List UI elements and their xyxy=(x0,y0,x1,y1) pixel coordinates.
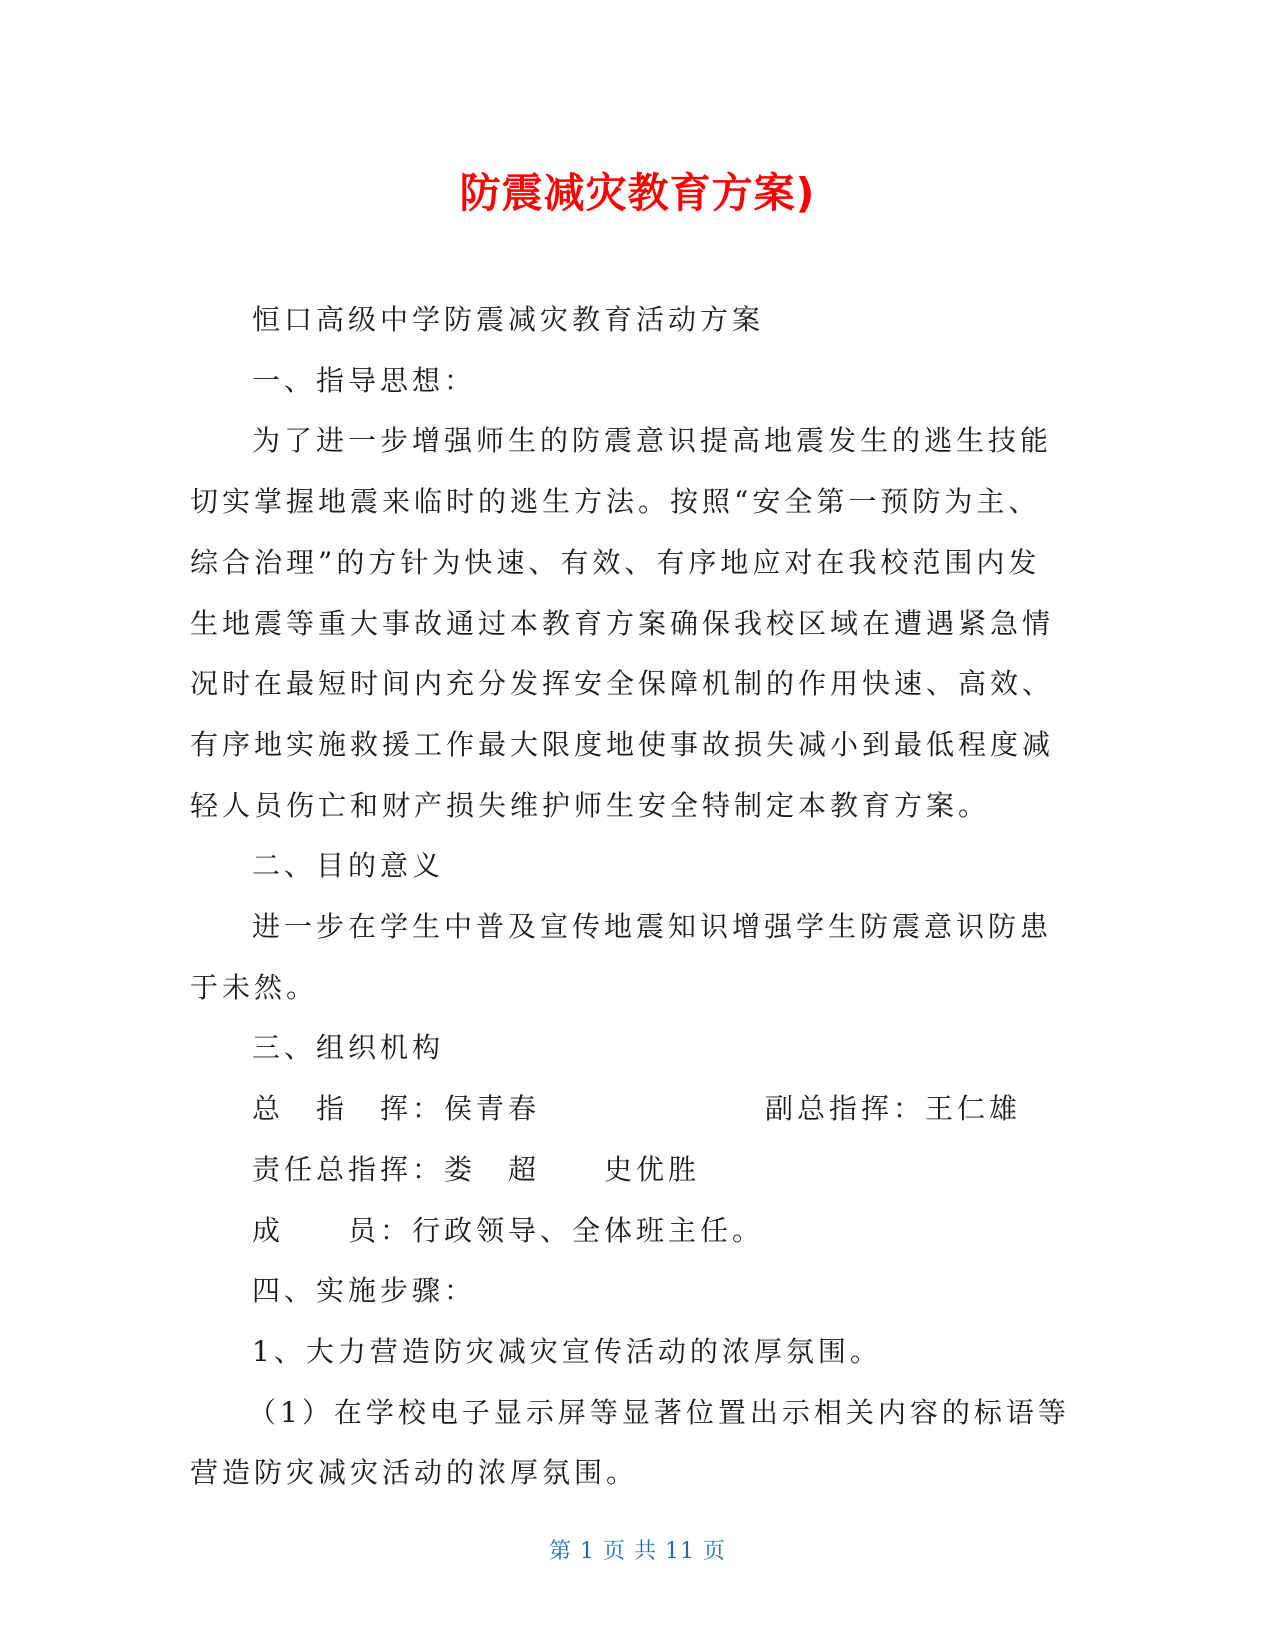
paragraph-guiding-principle: 为了进一步增强师生的防震意识提高地震发生的逃生技能切实掌握地震来临时的逃生方法。按照“安全第一预防为主、综合治理”的方针为快速、有效、有序地应对在我校范围内发生地震等重大事故通过本教育方案确保我校区域在遭遇紧急情况时在最短时间内充分发挥安全保障机制的作用快速、高效、有序地实施救援工作最大限度地使事故损失减小到最低程度减轻人员伤亡和财产损失维护师生安全特制定本教育方案。 xyxy=(190,424,1055,822)
footer-page-label-2: 页 xyxy=(703,1539,727,1564)
org-chief: 总 指 挥：侯青春 xyxy=(252,1092,541,1126)
document-body xyxy=(190,290,1070,1504)
document-title: 防震减灾教育方案) xyxy=(459,169,816,217)
footer-prefix: 第 xyxy=(548,1539,572,1564)
page-footer xyxy=(0,1534,1275,1565)
footer-total-label: 共 xyxy=(634,1539,658,1564)
org-responsible: 责任总指挥：娄 超 史优胜 xyxy=(252,1152,701,1186)
section-heading-1: 一、指导思想： xyxy=(252,363,477,397)
org-responsible-row xyxy=(190,1140,1070,1201)
step-1: 1、大力营造防灾减灾宣传活动的浓厚氛围。 xyxy=(252,1334,882,1368)
document-subtitle: 恒口高级中学防震减灾教育活动方案 xyxy=(252,303,765,336)
org-commanders-row xyxy=(190,1079,1070,1140)
footer-total-pages: 11 xyxy=(665,1539,696,1564)
org-members-row xyxy=(190,1201,1070,1262)
org-members: 成 员：行政领导、全体班主任。 xyxy=(252,1213,765,1247)
footer-current-page: 1 xyxy=(579,1539,595,1564)
step-1-1: （1）在学校电子显示屏等显著位置出示相关内容的标语等营造防灾减灾活动的浓厚氛围。 xyxy=(190,1395,1070,1490)
footer-page-label: 页 xyxy=(602,1539,626,1564)
section-heading-3: 三、组织机构 xyxy=(252,1031,445,1065)
paragraph-purpose: 进一步在学生中普及宣传地震知识增强学生防震意识防患于未然。 xyxy=(190,910,1053,1004)
org-deputy: 副总指挥：王仁雄 xyxy=(765,1092,1022,1126)
section-heading-2: 二、目的意义 xyxy=(252,849,445,883)
section-heading-4: 四、实施步骤： xyxy=(252,1274,477,1308)
